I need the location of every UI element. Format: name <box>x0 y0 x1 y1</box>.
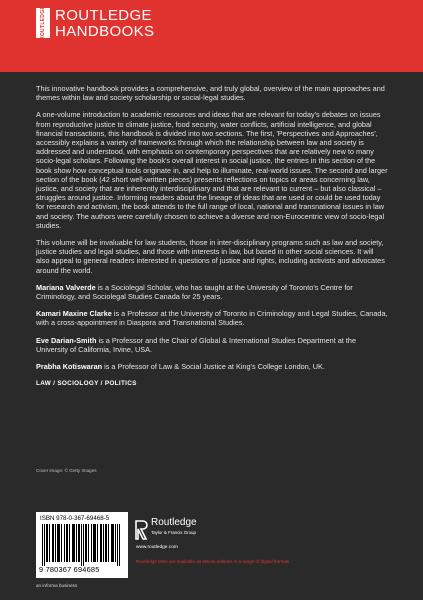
series-brand <box>55 8 154 40</box>
editor-bio <box>36 336 388 354</box>
routledge-logo-icon <box>134 520 148 540</box>
cover-image-credit: Cover image: © Getty Images <box>36 468 97 473</box>
brand-line-1: ROUTLEDGE <box>55 7 152 24</box>
editor-bio <box>36 362 388 371</box>
logo-text: ROUTLEDGE <box>40 5 46 41</box>
barcode-icon <box>40 524 124 566</box>
editor-bio-text: is a Professor of Law & Social Justice at King's College London, UK. <box>102 362 325 372</box>
editor-bio <box>36 309 388 327</box>
routledge-logo <box>36 5 50 41</box>
description-paragraph-2: A one-volume introduction to academic resources and ideas that are relevant for today's debates on issues from reproductive justice to climate justice, food security, water conflicts, artificial intelligence, and global financial transactions, this handbook is divided into two sections. The first, 'Perspectives and Approaches', accessibly explains a variety of frameworks through which the relationship between law and society is addressed and understood, with emphasis on contemporary perspectives that are relatively new to many socio-legal scholars. Following the book's overall interest in social justice, the entries in this section of the book show how conceptual tools originate in, and help to illuminate, real-world issues. The second and larger section of the book (42 short well-written pieces) presents reflections on topics or areas concerning law, justice, and society that are inherently interdisciplinary and that are relevant to current – but also classical – struggles around justice. Informing readers about the lineage of ideas that are used or could be used today for research and activism, the book attends to the full range of local, national and transnational issues in law and society. The authors were carefully chosen to achieve a diverse and non-Eurocentric view of socio-legal studies. <box>36 110 388 230</box>
publisher-name: Routledge <box>151 517 197 528</box>
isbn-label: ISBN 978-0-367-69468-5 <box>40 515 110 522</box>
isbn-barcode <box>36 512 128 578</box>
ebook-availability-note: Routledge titles are available as eBook editions in a range of digital formats <box>136 559 290 564</box>
informa-business-label: an informa business <box>36 583 78 588</box>
editor-name: Eve Darian-Smith <box>36 335 97 345</box>
editor-bio-text: is a Professor and the Chair of Global & International Studies Department at the University of California, Irvine, USA. <box>36 335 357 354</box>
description-paragraph-1: This innovative handbook provides a comprehensive, and truly global, overview of the main approaches and themes within law and society scholarship or social-legal studies. <box>36 84 385 103</box>
description-paragraph-3: This volume will be invaluable for law students, those in inter-disciplinary programs such as law and society, justice studies and legal studies, and those with interests in law, but based in other social sciences. It will also appeal to general readers interested in questions of justice and rights, including activists and advocates around the world. <box>36 238 385 275</box>
publisher-url[interactable]: www.routledge.com <box>136 545 178 550</box>
editor-bio-text: is a Professor at the University of Toronto in Criminology and Legal Studies, Canada, with a cross-appointment in Diaspora and Transnational Studies. <box>36 309 388 328</box>
subject-categories: LAW / SOCIOLOGY / POLITICS <box>36 380 137 388</box>
editor-name: Mariana Valverde <box>36 282 96 292</box>
publisher-group: Taylor & Francis Group <box>151 530 196 535</box>
editor-name: Kamari Maxine Clarke <box>36 309 112 319</box>
editor-name: Prabha Kotiswaran <box>36 362 103 372</box>
brand-line-2: HANDBOOKS <box>55 23 155 40</box>
editor-bio <box>36 283 388 301</box>
brand-header <box>0 0 423 72</box>
editor-bio-text: is a Sociolegal Scholar, who has taught at the University of Toronto's Centre for Criminology, and Sociolegal Studies Canada for 25 years. <box>36 282 353 302</box>
barcode-digits: 9 780367 694685 <box>39 565 100 574</box>
back-cover-text <box>36 84 388 388</box>
